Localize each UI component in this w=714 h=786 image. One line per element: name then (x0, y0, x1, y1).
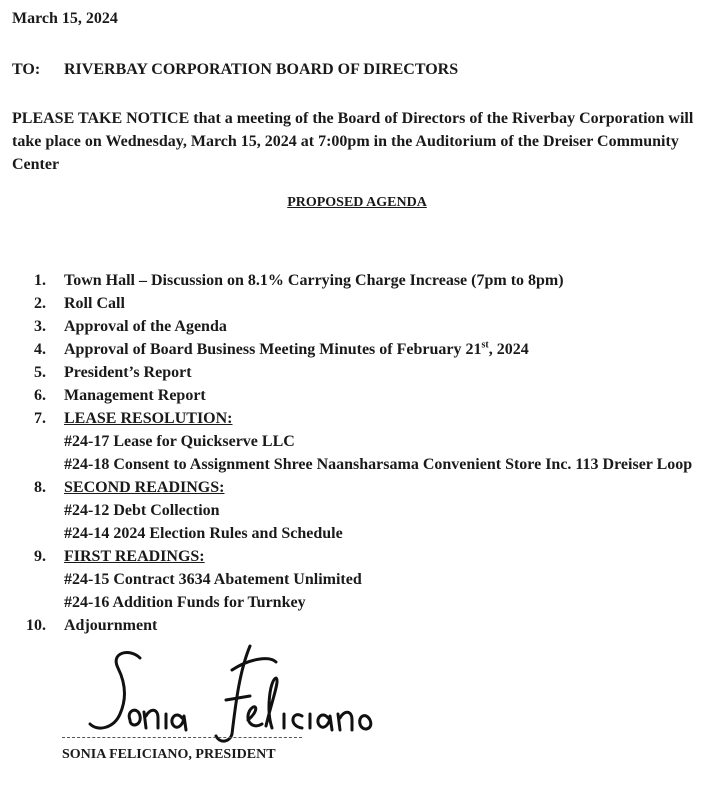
document-date: March 15, 2024 (12, 10, 118, 27)
item-number: 9. (34, 548, 46, 565)
signature-line (62, 737, 302, 738)
item-number: 8. (34, 479, 46, 496)
date-suffix: st (481, 339, 489, 351)
signature-drawing (80, 640, 380, 750)
agenda-item-3 (0, 315, 714, 338)
to-label: TO: (12, 61, 41, 78)
item-text: Town Hall – Discussion on 8.1% Carrying Charge Increase (7pm to 8pm) (64, 272, 564, 289)
agenda-item-9 (0, 545, 714, 614)
meeting-notice: PLEASE TAKE NOTICE that a meeting of the Board of Directors of the Riverbay Corporation will take place on Wednesday, March 15, 2024 at 7:00pm in the Auditorium of the Dreiser Community Center (12, 110, 694, 173)
section-heading: LEASE RESOLUTION: (64, 410, 233, 427)
item-number: 7. (34, 410, 46, 427)
agenda-item-7 (0, 407, 714, 476)
item-number: 2. (34, 295, 46, 312)
resolution-item: #24-17 Lease for Quickserve LLC (64, 433, 295, 450)
signatory-name: SONIA FELICIANO, PRESIDENT (62, 747, 276, 762)
agenda-item-2 (0, 292, 714, 315)
agenda-item-10 (0, 614, 714, 637)
agenda-item-4 (0, 338, 714, 361)
item-number: 1. (34, 272, 46, 289)
resolution-item: #24-15 Contract 3634 Abatement Unlimited (64, 571, 362, 588)
agenda-heading: PROPOSED AGENDA (287, 195, 427, 210)
addressee-line (12, 61, 458, 79)
addressee: RIVERBAY CORPORATION BOARD OF DIRECTORS (64, 61, 459, 78)
item-number: 4. (34, 341, 46, 358)
resolution-item: #24-12 Debt Collection (64, 502, 220, 519)
item-number: 10. (26, 617, 46, 634)
resolution-item: #24-16 Addition Funds for Turnkey (64, 594, 306, 611)
item-text: Approval of Board Business Meeting Minutes of February 21 (64, 341, 482, 358)
agenda-item-1 (0, 269, 714, 292)
item-text: President’s Report (64, 364, 192, 381)
item-text: Roll Call (64, 295, 125, 312)
item-text: Approval of the Agenda (64, 318, 227, 335)
agenda-item-5 (0, 361, 714, 384)
item-number: 6. (34, 387, 46, 404)
resolution-item: #24-18 Consent to Assignment Shree Naansharsama Convenient Store Inc. 113 Dreiser Loop (64, 456, 693, 473)
section-heading: FIRST READINGS: (64, 548, 205, 565)
agenda-item-6 (0, 384, 714, 407)
item-text-end: , 2024 (488, 341, 529, 358)
item-number: 3. (34, 318, 46, 335)
section-heading: SECOND READINGS: (64, 479, 225, 496)
agenda-list (0, 269, 714, 637)
agenda-item-8 (0, 476, 714, 545)
item-text: Adjournment (64, 617, 158, 634)
resolution-item: #24-14 2024 Election Rules and Schedule (64, 525, 343, 542)
item-number: 5. (34, 364, 46, 381)
item-text: Management Report (64, 387, 206, 404)
